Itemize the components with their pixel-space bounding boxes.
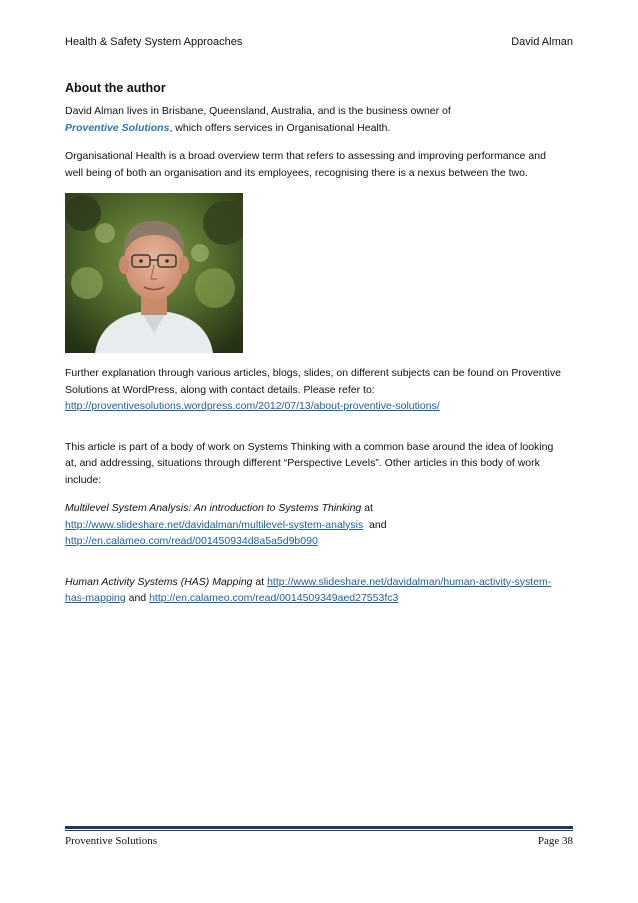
author-photo — [65, 193, 243, 353]
header-author: David Alman — [511, 36, 573, 48]
ref2-title: Human Activity Systems (HAS) Mapping — [65, 575, 253, 588]
further-text: Further explanation through various articles, blogs, slides, on different subjects can be found on Proventive Solutions at WordPress, along with contact details. Please refer to: — [65, 367, 561, 396]
intro-text: David Alman lives in Brisbane, Queensland, Australia, and is the business owner of — [65, 105, 451, 117]
author-portrait-icon — [65, 193, 243, 353]
ref1-and: and — [363, 518, 387, 531]
ref1-at: at — [361, 502, 373, 514]
brand-name: Proventive Solutions — [65, 121, 170, 134]
ref1-title: Multilevel System Analysis: An introduction to Systems Thinking — [65, 502, 362, 514]
ref2-slideshare-link[interactable]: http://www.slideshare.net/davidalman/human-activity-system-has-mapping — [65, 575, 552, 604]
ref1-calameo-link[interactable]: http://en.calameo.com/read/001450934d8a5a5d9b090 — [65, 535, 318, 547]
footer-row — [65, 835, 573, 847]
footer-rule-thick — [65, 826, 573, 829]
footer-company: Proventive Solutions — [65, 835, 157, 847]
org-health-paragraph: Organisational Health is a broad overview term that refers to assessing and improving performance and well being of both an organisation and its employees, recognising there is a nexus between the two. — [65, 150, 546, 179]
section-heading: About the author — [65, 81, 166, 95]
reference-has-mapping — [65, 574, 565, 607]
article-context-paragraph: This article is part of a body of work on Systems Thinking with a common base around the idea of looking at, and addressing, situations through different “Perspective Levels”. Other articles in this body of work include: — [65, 440, 554, 486]
reference-multilevel — [65, 500, 565, 550]
page-number: Page 38 — [537, 835, 573, 847]
ref2-and: and — [125, 592, 150, 604]
ref1-slideshare-link[interactable]: http://www.slideshare.net/davidalman/multilevel-system-analysis — [65, 518, 364, 531]
further-explanation-paragraph — [65, 365, 565, 415]
ref2-calameo-link[interactable]: http://en.calameo.com/read/0014509349aed27553fc3 — [149, 592, 399, 604]
page-header — [65, 36, 573, 48]
page-footer — [65, 826, 573, 847]
header-title: Health & Safety System Approaches — [65, 36, 243, 48]
page-body — [65, 80, 565, 607]
ref2-at: at — [252, 575, 268, 588]
intro-text-end: , which offers services in Organisational Health. — [169, 121, 391, 134]
author-intro-paragraph — [65, 103, 565, 136]
footer-rule-thin — [65, 830, 573, 831]
wordpress-link[interactable]: http://proventivesolutions.wordpress.com/2012/07/13/about-proventive-solutions/ — [65, 400, 440, 412]
